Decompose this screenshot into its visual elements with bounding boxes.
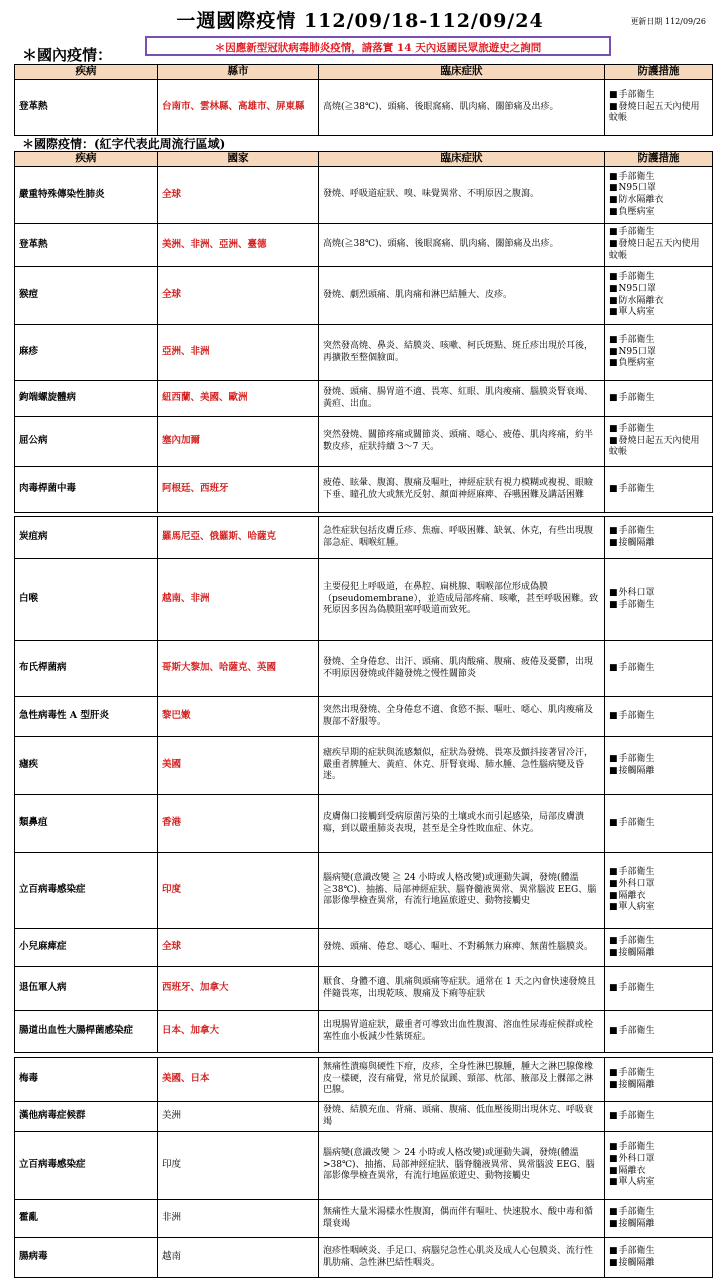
domestic-table xyxy=(14,64,713,136)
protection-item: ■ 手部衛生 xyxy=(609,936,708,948)
protection-cell xyxy=(605,853,713,929)
region-cell: 全球 xyxy=(158,267,319,325)
protection-item: ■ 單人病室 xyxy=(609,902,708,914)
domestic-heading: ＊國內疫情： xyxy=(22,46,113,64)
protection-item: ■ 手部衛生 xyxy=(609,711,708,723)
col-protection: 防護措施 xyxy=(605,65,713,80)
protection-item: ■ 發燒日起五天內使用蚊帳 xyxy=(609,102,708,125)
region-cell: 越南 xyxy=(158,1238,319,1278)
protection-item: ■ 手部衛生 xyxy=(609,1068,708,1080)
protection-item: ■ 手部衛生 xyxy=(609,983,708,995)
table-row xyxy=(15,325,713,381)
protection-item: ■ 手部衛生 xyxy=(609,1142,708,1154)
disease-name: 鉤端螺旋體病 xyxy=(15,381,158,417)
symptoms-cell: 無痛性潰瘍與硬性下疳，皮疹，全身性淋巴腺腫，腫大之淋巴腺像橡皮一樣硬，沒有痛覺，常見於鼠蹊、頸部、枕部、腋部及上髁部之淋巴腺。 xyxy=(319,1058,605,1102)
table-row xyxy=(15,267,713,325)
disease-name: 急性病毒性 A 型肝炎 xyxy=(15,697,158,737)
disease-name: 瘧疾 xyxy=(15,737,158,795)
region-cell: 塞內加爾 xyxy=(158,417,319,467)
protection-item: ■ 接觸隔離 xyxy=(609,1080,708,1092)
disease-name: 麻疹 xyxy=(15,325,158,381)
disease-name: 布氏桿菌病 xyxy=(15,641,158,697)
region-cell: 美洲 xyxy=(158,1102,319,1132)
col-country: 國家 xyxy=(158,152,319,167)
protection-item: ■ 手部衛生 xyxy=(609,1111,708,1123)
disease-name: 梅毒 xyxy=(15,1058,158,1102)
table-row xyxy=(15,1132,713,1200)
region-cell: 美洲、非洲、亞洲、臺德 xyxy=(158,224,319,267)
table-row xyxy=(15,795,713,853)
protection-cell xyxy=(605,417,713,467)
disease-name: 退伍軍人病 xyxy=(15,967,158,1011)
table-row xyxy=(15,467,713,513)
protection-cell xyxy=(605,737,713,795)
table-row xyxy=(15,737,713,795)
protection-item: ■ 隔離衣 xyxy=(609,1166,708,1178)
protection-cell xyxy=(605,1058,713,1102)
protection-item: ■ 接觸隔離 xyxy=(609,766,708,778)
protection-item: ■ 手部衛生 xyxy=(609,663,708,675)
protection-cell xyxy=(605,381,713,417)
protection-item: ■ 手部衛生 xyxy=(609,1246,708,1258)
protection-item: ■ 手部衛生 xyxy=(609,867,708,879)
symptoms-cell: 皮膚傷口接觸到受病原菌污染的土壤或水而引起感染，局部皮膚潰瘍，到以嚴重肺炎表現，甚至是全身性敗血症、休克。 xyxy=(319,795,605,853)
col-disease: 疾病 xyxy=(15,152,158,167)
protection-item: ■ N95口罩 xyxy=(609,347,708,359)
protection-item: ■ 外科口罩 xyxy=(609,879,708,891)
protection-item: ■ 隔離衣 xyxy=(609,891,708,903)
protection-item: ■ 手部衛生 xyxy=(609,1026,708,1038)
protection-item: ■ 接觸隔離 xyxy=(609,538,708,550)
table-row xyxy=(15,1011,713,1053)
protection-item: ■ 手部衛生 xyxy=(609,272,708,284)
region-cell: 日本、加拿大 xyxy=(158,1011,319,1053)
symptoms-cell: 發燒、全身倦怠、出汗、頭痛、肌肉酸痛、腹痛、疲倦及憂鬱，出現不明原因發燒或伴隨發燒之慢性關節炎 xyxy=(319,641,605,697)
protection-cell xyxy=(605,517,713,559)
disease-name: 嚴重特殊傳染性肺炎 xyxy=(15,167,158,224)
protection-item: ■ 手部衛生 xyxy=(609,600,708,612)
domestic-header-row xyxy=(15,65,713,80)
disease-name: 登革熱 xyxy=(15,224,158,267)
protection-item: ■ 負壓病室 xyxy=(609,358,708,370)
symptoms-cell: 主要侵犯上呼吸道，在鼻腔、扁桃腺、咽喉部位形成偽膜（pseudomembrane），並造成局部疼痛、咳嗽，甚至呼吸困難。致死原因多因為偽膜阻塞呼吸道而致死。 xyxy=(319,559,605,641)
table-row xyxy=(15,224,713,267)
protection-item: ■ 手部衛生 xyxy=(609,172,708,184)
international-table-2 xyxy=(14,516,713,1053)
protection-cell xyxy=(605,795,713,853)
region-cell: 台南市、雲林縣、高雄市、屏東縣 xyxy=(158,80,319,136)
disease-name: 猴痘 xyxy=(15,267,158,325)
region-cell: 全球 xyxy=(158,167,319,224)
disease-name: 小兒麻痺症 xyxy=(15,929,158,967)
symptoms-cell: 急性症狀包括皮膚丘疹、焦痂、呼吸困難、缺氧、休克，有些出現腹部急症、咽喉紅腫。 xyxy=(319,517,605,559)
disease-name: 腸道出血性大腸桿菌感染症 xyxy=(15,1011,158,1053)
protection-cell xyxy=(605,967,713,1011)
region-cell: 西班牙、加拿大 xyxy=(158,967,319,1011)
international-header-row xyxy=(15,152,713,167)
protection-cell xyxy=(605,1011,713,1053)
disease-name: 立百病毒感染症 xyxy=(15,853,158,929)
table-row xyxy=(15,1238,713,1278)
protection-cell xyxy=(605,325,713,381)
update-date: 更新日期 112/09/26 xyxy=(630,17,706,26)
protection-cell xyxy=(605,697,713,737)
protection-item: ■ 手部衛生 xyxy=(609,335,708,347)
protection-cell xyxy=(605,224,713,267)
international-table-1 xyxy=(14,151,713,513)
symptoms-cell: 無痛性大量米湯樣水性腹瀉，偶而伴有嘔吐、快速脫水、酸中毒和循環衰竭 xyxy=(319,1200,605,1238)
col-symptoms: 臨床症狀 xyxy=(319,152,605,167)
region-cell: 非洲 xyxy=(158,1200,319,1238)
protection-item: ■ 發燒日起五天內使用蚊帳 xyxy=(609,239,708,262)
symptoms-cell: 泡疹性咽峽炎、手足口、病腦兒急性心肌炎及成人心包膜炎、流行性肌肋痛、急性淋巴結性咽炎。 xyxy=(319,1238,605,1278)
symptoms-cell: 突然出現發燒、全身倦怠不適、食慾不振、嘔吐、噁心、肌肉痠痛及腹部不舒服等。 xyxy=(319,697,605,737)
region-cell: 紐西蘭、美國、歐洲 xyxy=(158,381,319,417)
table-row xyxy=(15,417,713,467)
protection-item: ■ 手部衛生 xyxy=(609,424,708,436)
protection-item: ■ 負壓病室 xyxy=(609,207,708,219)
region-cell: 哥斯大黎加、哈薩克、英國 xyxy=(158,641,319,697)
disease-name: 漢他病毒症候群 xyxy=(15,1102,158,1132)
symptoms-cell: 腦病變(意識改變 ＞ 24 小時或人格改變)或運動失調，發燒(體溫>38℃)、抽搐、局部神經症狀、腦脊髓液異常、異常腦波 EEG、腦部影像學檢查異常，有流行地區旅遊史、動物接觸史 xyxy=(319,1132,605,1200)
protection-item: ■ 手部衛生 xyxy=(609,526,708,538)
international-table-3 xyxy=(14,1057,713,1278)
symptoms-cell: 突然發高燒、鼻炎、結膜炎、咳嗽、柯氏斑點、斑丘疹出現於耳後，再擴散至整個臉面。 xyxy=(319,325,605,381)
protection-item: ■ 手部衛生 xyxy=(609,1207,708,1219)
symptoms-cell: 發燒、頭痛、腸胃道不適、畏寒、紅眼、肌肉痠痛、腦膜炎腎衰竭、黃疸、出血。 xyxy=(319,381,605,417)
protection-item: ■ N95口罩 xyxy=(609,284,708,296)
protection-cell xyxy=(605,80,713,136)
symptoms-cell: 腦病變(意識改變 ≧ 24 小時或人格改變)或運動失調，發燒(體溫≧38℃)、抽搐、局部神經症狀、腦脊髓液異常、異常腦波 EEG、腦部影像學檢查異常，有流行地區旅遊史、動物接觸史 xyxy=(319,853,605,929)
protection-item: ■ 接觸隔離 xyxy=(609,948,708,960)
region-cell: 黎巴嫩 xyxy=(158,697,319,737)
protection-item: ■ 發燒日起五天內使用蚊帳 xyxy=(609,436,708,459)
protection-item: ■ 手部衛生 xyxy=(609,818,708,830)
col-region: 縣市 xyxy=(158,65,319,80)
symptoms-cell: 發燒、呼吸道症狀、嗅、味覺異常、不明原因之腹瀉。 xyxy=(319,167,605,224)
table-row xyxy=(15,517,713,559)
international-heading: ＊國際疫情：(紅字代表此周流行區域) xyxy=(22,137,226,151)
symptoms-cell: 厭食、身體不適、肌痛與頭痛等症狀。通常在 1 天之內會快速發燒且伴隨畏寒，出現乾咳、腹痛及下痢等症狀 xyxy=(319,967,605,1011)
protection-item: ■ 手部衛生 xyxy=(609,484,708,496)
disease-name: 登革熱 xyxy=(15,80,158,136)
protection-cell xyxy=(605,1200,713,1238)
protection-cell xyxy=(605,1238,713,1278)
region-cell: 香港 xyxy=(158,795,319,853)
table-row xyxy=(15,697,713,737)
symptoms-cell: 高燒(≧38℃)、頭痛、後眼窩痛、肌肉痛、關節痛及出疹。 xyxy=(319,224,605,267)
protection-item: ■ 單人病室 xyxy=(609,307,708,319)
disease-name: 白喉 xyxy=(15,559,158,641)
disease-name: 肉毒桿菌中毒 xyxy=(15,467,158,513)
protection-cell xyxy=(605,1102,713,1132)
table-row xyxy=(15,853,713,929)
disease-name: 霍亂 xyxy=(15,1200,158,1238)
symptoms-cell: 發燒、頭痛、倦怠、噁心、嘔吐、不對稱無力麻痺、無菌性腦膜炎。 xyxy=(319,929,605,967)
region-cell: 印度 xyxy=(158,853,319,929)
page-title: 一週國際疫情 112/09/18-112/09/24 xyxy=(176,10,544,32)
protection-item: ■ 外科口罩 xyxy=(609,1154,708,1166)
disease-name: 類鼻疽 xyxy=(15,795,158,853)
symptoms-cell: 發燒、結膜充血、背痛、頭痛、腹痛、低血壓後期出現休克、呼吸衰竭 xyxy=(319,1102,605,1132)
region-cell: 全球 xyxy=(158,929,319,967)
symptoms-cell: 疲倦、眩暈、腹瀉、腹痛及嘔吐，神經症狀有視力模糊或複視、眼瞼下垂、瞳孔放大或無光反射、顏面神經麻痺、吞嚥困難及講話困難 xyxy=(319,467,605,513)
symptoms-cell: 發燒、劇烈頭痛、肌肉痛和淋巴結腫大、皮疹。 xyxy=(319,267,605,325)
region-cell: 印度 xyxy=(158,1132,319,1200)
disease-name: 炭疽病 xyxy=(15,517,158,559)
protection-item: ■ 手部衛生 xyxy=(609,90,708,102)
symptoms-cell: 高燒(≧38℃)、頭痛、後眼窩痛、肌肉痛、關節痛及出疹。 xyxy=(319,80,605,136)
protection-item: ■ 防水隔離衣 xyxy=(609,195,708,207)
region-cell: 羅馬尼亞、俄羅斯、哈薩克 xyxy=(158,517,319,559)
col-symptoms: 臨床症狀 xyxy=(319,65,605,80)
protection-item: ■ 手部衛生 xyxy=(609,227,708,239)
col-protection: 防護措施 xyxy=(605,152,713,167)
region-cell: 越南、非洲 xyxy=(158,559,319,641)
table-row xyxy=(15,559,713,641)
protection-cell xyxy=(605,559,713,641)
disease-name: 腸病毒 xyxy=(15,1238,158,1278)
protection-item: ■ 接觸隔離 xyxy=(609,1219,708,1231)
symptoms-cell: 瘧疾早期的症狀與流感類似，症狀為發燒、畏寒及顫抖接著冒冷汗，嚴重者脾腫大、黃疸、休克、肝腎衰竭、肺水腫、急性腦病變及昏迷。 xyxy=(319,737,605,795)
table-row xyxy=(15,967,713,1011)
symptoms-cell: 出現腸胃道症狀，嚴重者可導致出血性腹瀉、溶血性尿毒症候群或栓塞性血小板減少性紫斑症。 xyxy=(319,1011,605,1053)
table-row xyxy=(15,1200,713,1238)
table-row xyxy=(15,1058,713,1102)
protection-cell xyxy=(605,167,713,224)
disease-name: 立百病毒感染症 xyxy=(15,1132,158,1200)
protection-item: ■ 手部衛生 xyxy=(609,754,708,766)
symptoms-cell: 突然發燒、關節疼痛或關節炎、頭痛、噁心、疲倦、肌肉疼痛，約半數皮疹，症狀持續 3～7 天。 xyxy=(319,417,605,467)
table-row xyxy=(15,641,713,697)
table-row xyxy=(15,929,713,967)
protection-item: ■ N95口罩 xyxy=(609,183,708,195)
protection-cell xyxy=(605,467,713,513)
protection-item: ■ 單人病室 xyxy=(609,1177,708,1189)
disease-name: 屈公病 xyxy=(15,417,158,467)
table-row xyxy=(15,80,713,136)
covid-notice: ＊因應新型冠狀病毒肺炎疫情，請落實 14 天內返國民眾旅遊史之詢問 xyxy=(145,36,611,56)
region-cell: 美國 xyxy=(158,737,319,795)
table-row xyxy=(15,1102,713,1132)
protection-cell xyxy=(605,929,713,967)
region-cell: 阿根廷、西班牙 xyxy=(158,467,319,513)
table-row xyxy=(15,381,713,417)
protection-cell xyxy=(605,1132,713,1200)
region-cell: 美國、日本 xyxy=(158,1058,319,1102)
protection-cell xyxy=(605,641,713,697)
protection-item: ■ 接觸隔離 xyxy=(609,1258,708,1270)
table-row xyxy=(15,167,713,224)
protection-item: ■ 外科口罩 xyxy=(609,588,708,600)
protection-cell xyxy=(605,267,713,325)
protection-item: ■ 防水隔離衣 xyxy=(609,296,708,308)
protection-item: ■ 手部衛生 xyxy=(609,393,708,405)
col-disease: 疾病 xyxy=(15,65,158,80)
region-cell: 亞洲、非洲 xyxy=(158,325,319,381)
